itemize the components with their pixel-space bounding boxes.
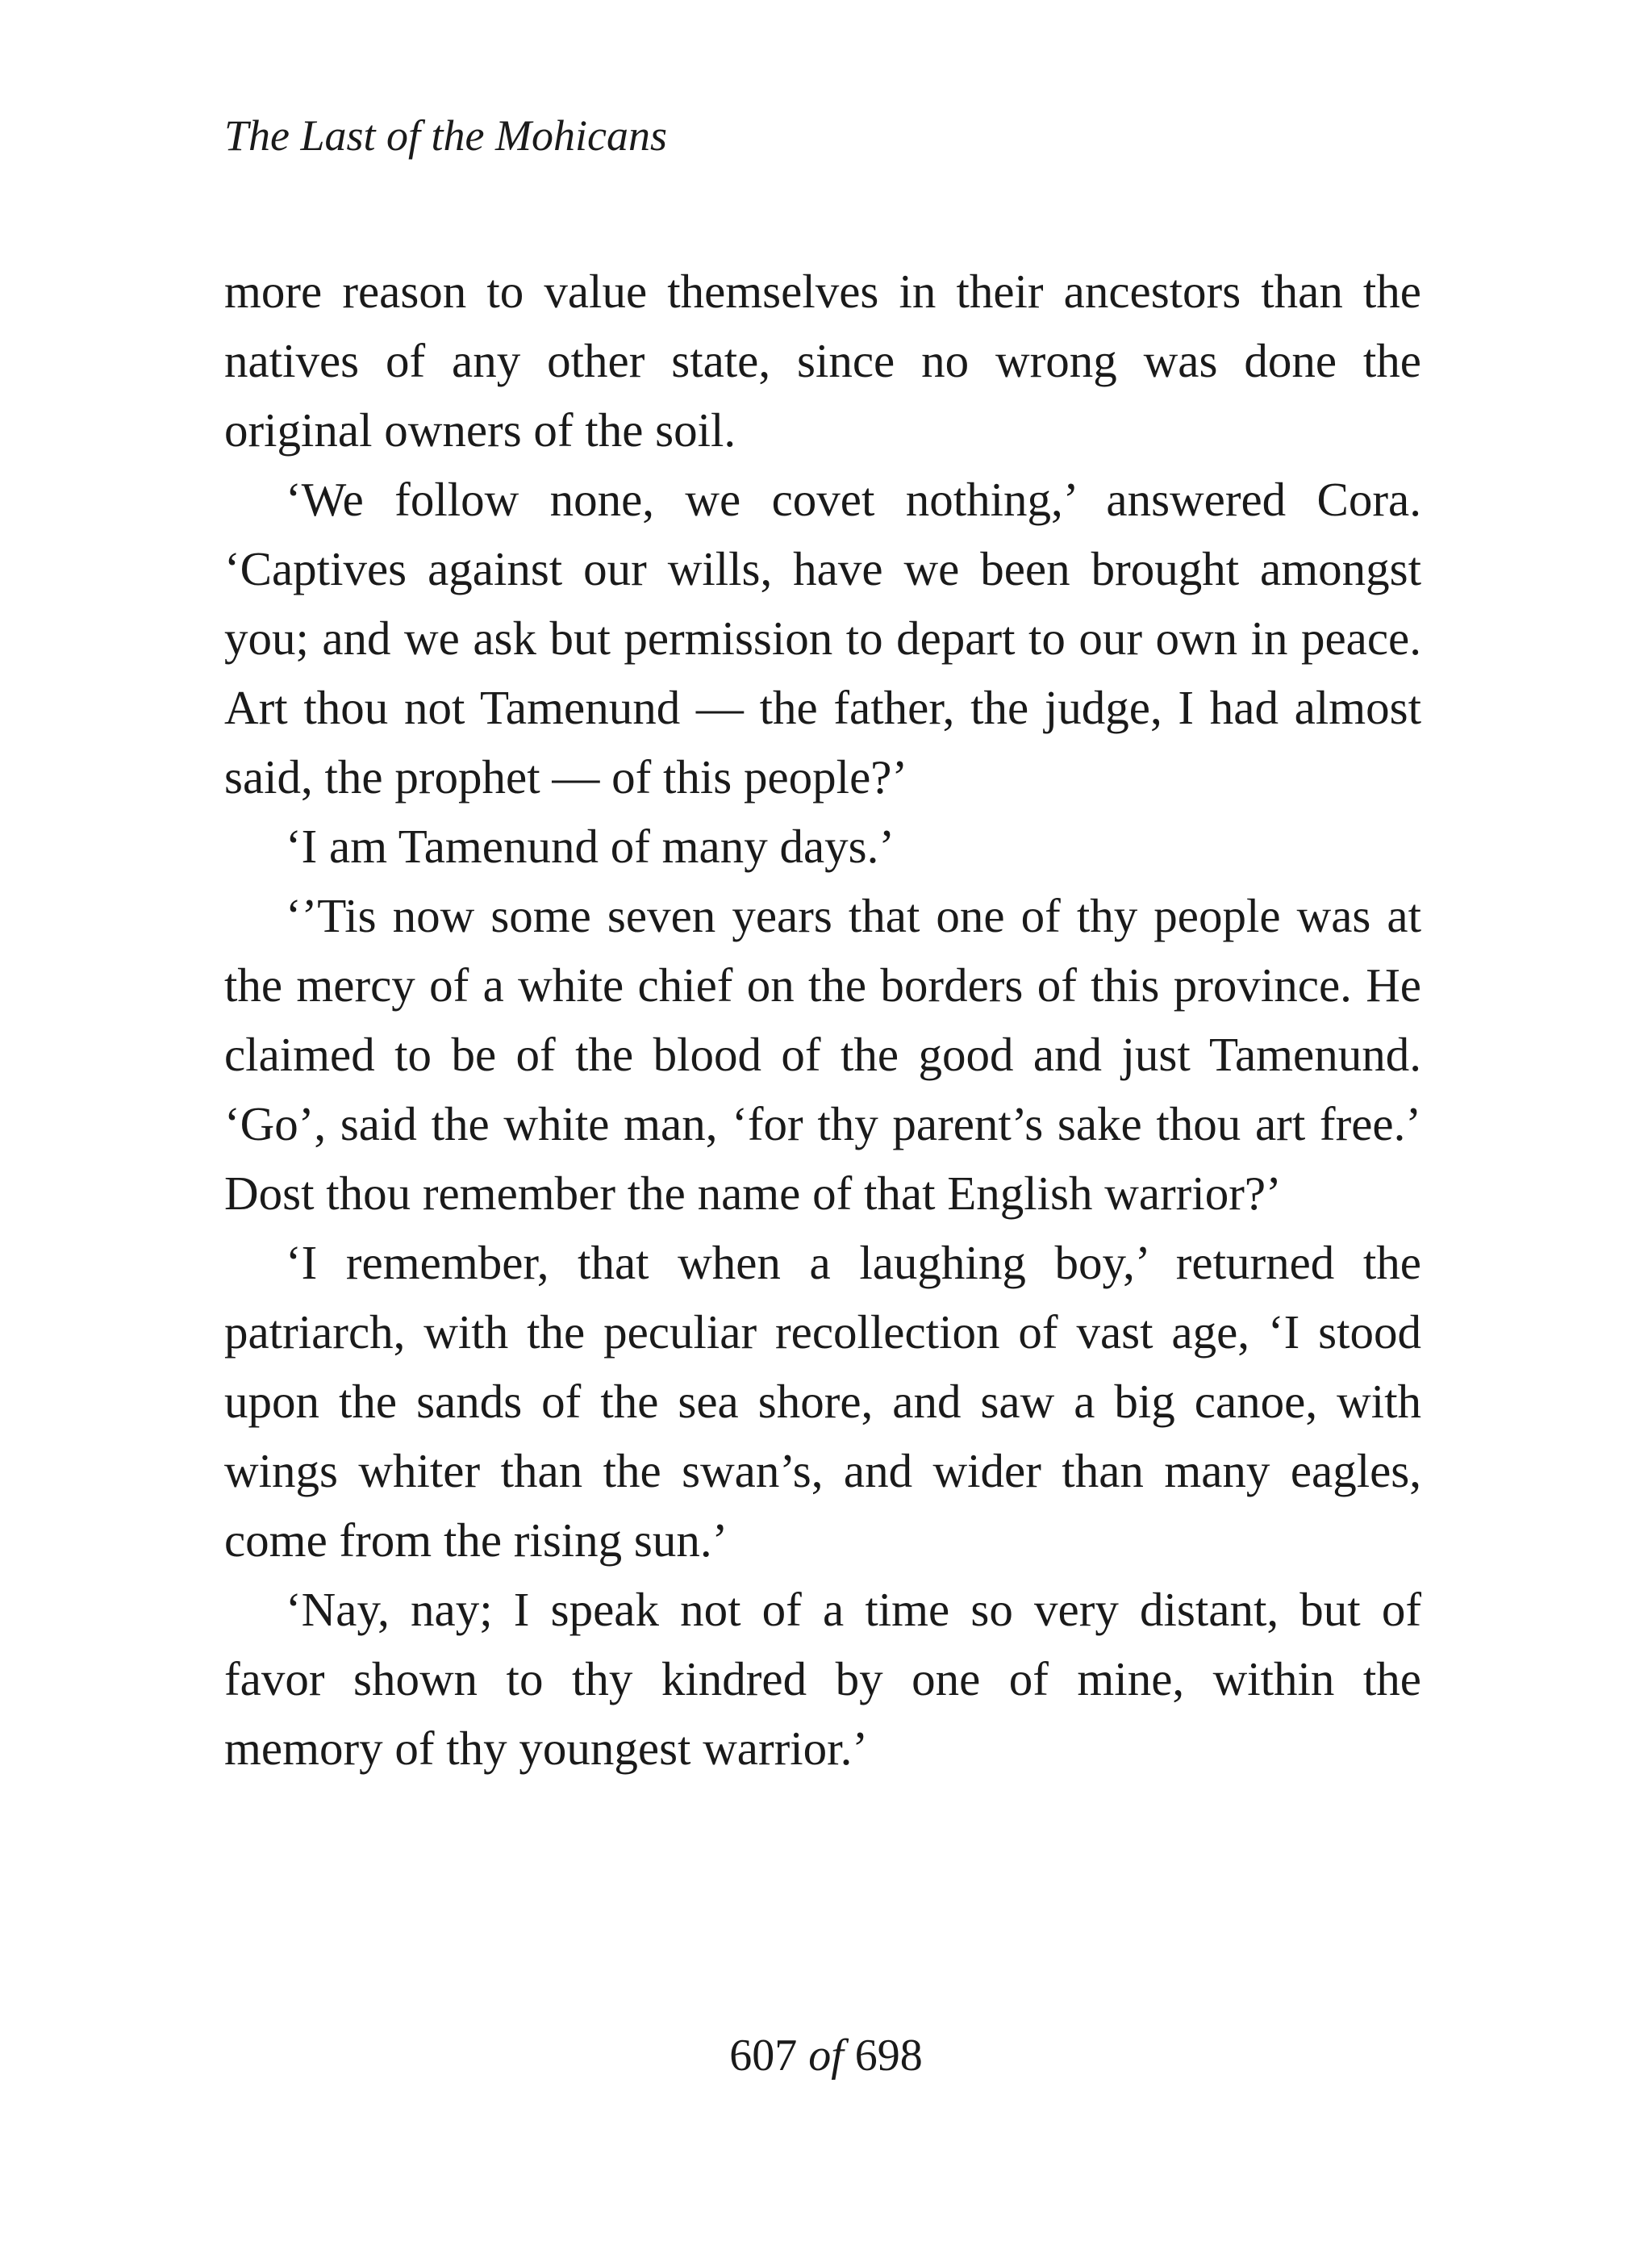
page-body-text bbox=[224, 257, 1421, 1783]
page-number-footer bbox=[0, 2023, 1652, 2088]
paragraph: ‘’Tis now some seven years that one of thy people was at the mercy of a white chief on the borders of this province. He claimed to be of the blood of the good and just Tamenund. ‘Go’, said the white man, ‘for thy parent’s sake thou art free.’ Dost thou remember the name of that English warrior?’ bbox=[224, 889, 1421, 1220]
paragraph-continuation: more reason to value themselves in their ancestors than the natives of any other state, since no wrong was done the original owners of the soil. bbox=[224, 265, 1421, 457]
paragraph: ‘Nay, nay; I speak not of a time so very distant, but of favor shown to thy kindred by one of mine, within the memory of thy youngest warrior.’ bbox=[224, 1583, 1421, 1775]
page-number-total: 698 bbox=[854, 2031, 923, 2081]
paragraph: ‘I remember, that when a laughing boy,’ returned the patriarch, with the peculiar recollection of vast age, ‘I stood upon the sands of the sea shore, and saw a big canoe, with wings whiter than the swan’s, and wider than many eagles, come from the rising sun.’ bbox=[224, 1236, 1421, 1567]
running-head-title: The Last of the Mohicans bbox=[224, 111, 667, 160]
paragraph: ‘I am Tamenund of many days.’ bbox=[286, 820, 895, 873]
page-number-of: of bbox=[808, 2031, 844, 2081]
page-number-current: 607 bbox=[729, 2031, 798, 2081]
paragraph: ‘We follow none, we covet nothing,’ answered Cora. ‘Captives against our wills, have we been brought amongst you; and we ask but permission to depart to our own in peace. Art thou not Tamenund — the father, the judge, I had almost said, the prophet — of this people?’ bbox=[224, 473, 1421, 804]
